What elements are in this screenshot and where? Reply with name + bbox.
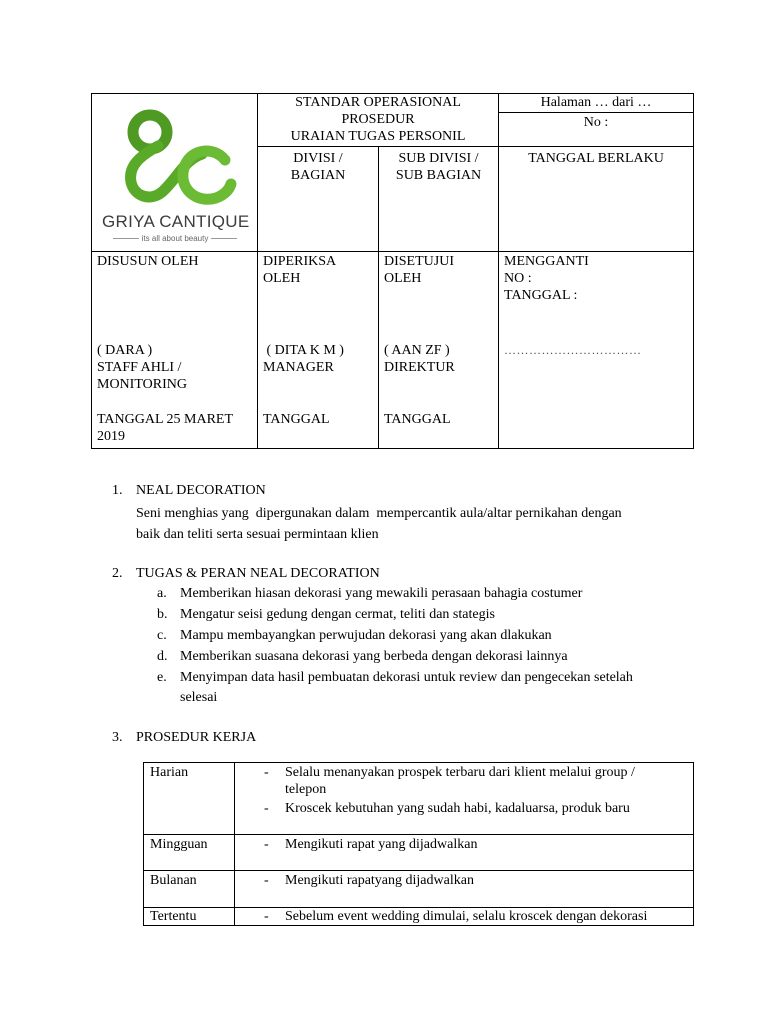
halaman-text: Halaman … dari … (540, 95, 652, 110)
disetujui-label-line-2: OLEH (384, 271, 422, 286)
section-number: 2. (112, 566, 123, 581)
sop-title-line-1: STANDAR OPERASIONAL (295, 95, 461, 110)
period-label: Harian (150, 765, 189, 780)
item-text-line-1: Menyimpan data hasil pembuatan dekorasi untuk review dan pengecekan setelah (180, 670, 633, 685)
period-cell (144, 871, 235, 908)
disusun-role-line-2: MONITORING (97, 377, 187, 392)
list-item (157, 669, 672, 706)
divisi-cell (258, 147, 379, 252)
dash-bullet: - (264, 801, 269, 816)
disusun-date-line-2: 2019 (97, 429, 125, 444)
task-text: Mengikuti rapat yang dijadwalkan (285, 837, 478, 852)
task-item (241, 800, 687, 817)
mengganti-dots: …………………………… (504, 343, 642, 357)
logo-brand-name: GRIYA CANTIQUE (102, 213, 250, 230)
disetujui-date: TANGGAL (384, 412, 451, 427)
period-label: Bulanan (150, 873, 197, 888)
list-item (157, 606, 672, 623)
task-list (157, 585, 672, 706)
sub-divisi-line-1: SUB DIVISI / (398, 151, 479, 166)
disetujui-name: ( AAN ZF ) (384, 343, 450, 358)
diperiksa-cell (258, 252, 379, 449)
prosedur-kerja-table (143, 762, 694, 926)
task-item (241, 836, 687, 853)
no-text: No : (583, 115, 609, 130)
list-item (157, 627, 672, 644)
logo-tagline: its all about beauty (100, 234, 250, 244)
mengganti-cell (499, 252, 694, 449)
item-letter: d. (157, 649, 168, 664)
item-text: Memberikan suasana dekorasi yang berbeda dengan dekorasi lainnya (180, 649, 568, 664)
task-item (241, 764, 687, 798)
paragraph-line-2: baik dan teliti serta sesuai permintaan klien (136, 527, 379, 542)
period-cell (144, 763, 235, 835)
disusun-label: DISUSUN OLEH (97, 254, 199, 269)
disusun-date-line-1: TANGGAL 25 MARET (97, 412, 234, 427)
task-item (241, 908, 687, 925)
disetujui-role: DIREKTUR (384, 360, 455, 375)
dash-bullet: - (264, 837, 269, 852)
disusun-role-line-1: STAFF AHLI / (97, 360, 182, 375)
item-letter: c. (157, 628, 167, 643)
task-text-line-2: telepon (285, 782, 327, 797)
dash-bullet: - (264, 873, 269, 888)
diperiksa-name: ( DITA K M ) (263, 343, 344, 358)
table-row (144, 763, 694, 835)
item-letter: a. (157, 586, 167, 601)
section-title: TUGAS & PERAN NEAL DECORATION (136, 566, 380, 581)
sub-divisi-cell (379, 147, 499, 252)
period-cell (144, 835, 235, 871)
period-cell (144, 908, 235, 926)
mengganti-no: NO : (504, 271, 532, 286)
tanggal-berlaku-text: TANGGAL BERLAKU (528, 151, 664, 166)
no-cell (499, 113, 694, 147)
table-row (144, 908, 694, 926)
diperiksa-label-line-2: OLEH (263, 271, 301, 286)
item-text-line-2: selesai (180, 690, 218, 705)
halaman-cell (499, 94, 694, 113)
item-text: Memberikan hiasan dekorasi yang mewakili perasaan bahagia costumer (180, 586, 583, 601)
task-text: Mengikuti rapatyang dijadwalkan (285, 873, 474, 888)
task-text: Sebelum event wedding dimulai, selalu kroscek dengan dekorasi (285, 909, 648, 924)
tasks-cell (235, 763, 694, 835)
item-letter: e. (157, 670, 167, 685)
logo-cell (92, 94, 258, 252)
sop-header-table (91, 93, 694, 449)
tasks-cell (235, 908, 694, 926)
tanggal-berlaku-cell (499, 147, 694, 252)
section-tugas-peran (112, 565, 672, 706)
disusun-cell (92, 252, 258, 449)
sop-title-line-2: PROSEDUR (341, 112, 415, 127)
tasks-cell (235, 835, 694, 871)
sop-title-line-3: URAIAN TUGAS PERSONIL (290, 129, 466, 144)
item-text: Mampu membayangkan perwujudan dekorasi yang akan dlakukan (180, 628, 552, 643)
task-text: Kroscek kebutuhan yang sudah habi, kadaluarsa, produk baru (285, 801, 630, 816)
task-text-line-1: Selalu menanyakan prospek terbaru dari klient melalui group / (285, 765, 635, 780)
list-item (157, 585, 672, 602)
disetujui-label-line-1: DISETUJUI (384, 254, 454, 269)
dash-bullet: - (264, 765, 269, 780)
diperiksa-role: MANAGER (263, 360, 334, 375)
mengganti-label: MENGGANTI (504, 254, 589, 269)
table-row (144, 871, 694, 908)
section-number: 3. (112, 730, 123, 745)
section-neal-decoration (112, 482, 672, 545)
list-item (157, 648, 672, 665)
item-text: Mengatur seisi gedung dengan cermat, teliti dan stategis (180, 607, 495, 622)
section-paragraph (136, 503, 672, 545)
sop-title-cell (258, 94, 499, 147)
section-prosedur-kerja (112, 729, 672, 746)
disetujui-cell (379, 252, 499, 449)
item-letter: b. (157, 607, 168, 622)
section-number: 1. (112, 483, 123, 498)
tasks-cell (235, 871, 694, 908)
disusun-name: ( DARA ) (97, 343, 153, 358)
section-title: PROSEDUR KERJA (136, 730, 257, 745)
diperiksa-label-line-1: DIPERIKSA (263, 254, 337, 269)
paragraph-line-1: Seni menghias yang dipergunakan dalam mempercantik aula/altar pernikahan dengan (136, 506, 622, 521)
diperiksa-date: TANGGAL (263, 412, 330, 427)
section-title: NEAL DECORATION (136, 483, 266, 498)
table-row (144, 835, 694, 871)
period-label: Tertentu (150, 909, 197, 924)
divisi-line-1: DIVISI / (293, 151, 343, 166)
dash-bullet: - (264, 909, 269, 924)
mengganti-tanggal: TANGGAL : (504, 288, 578, 303)
sub-divisi-line-2: SUB BAGIAN (395, 168, 482, 183)
period-label: Mingguan (150, 837, 208, 852)
divisi-line-2: BAGIAN (290, 168, 346, 183)
task-item (241, 872, 687, 889)
